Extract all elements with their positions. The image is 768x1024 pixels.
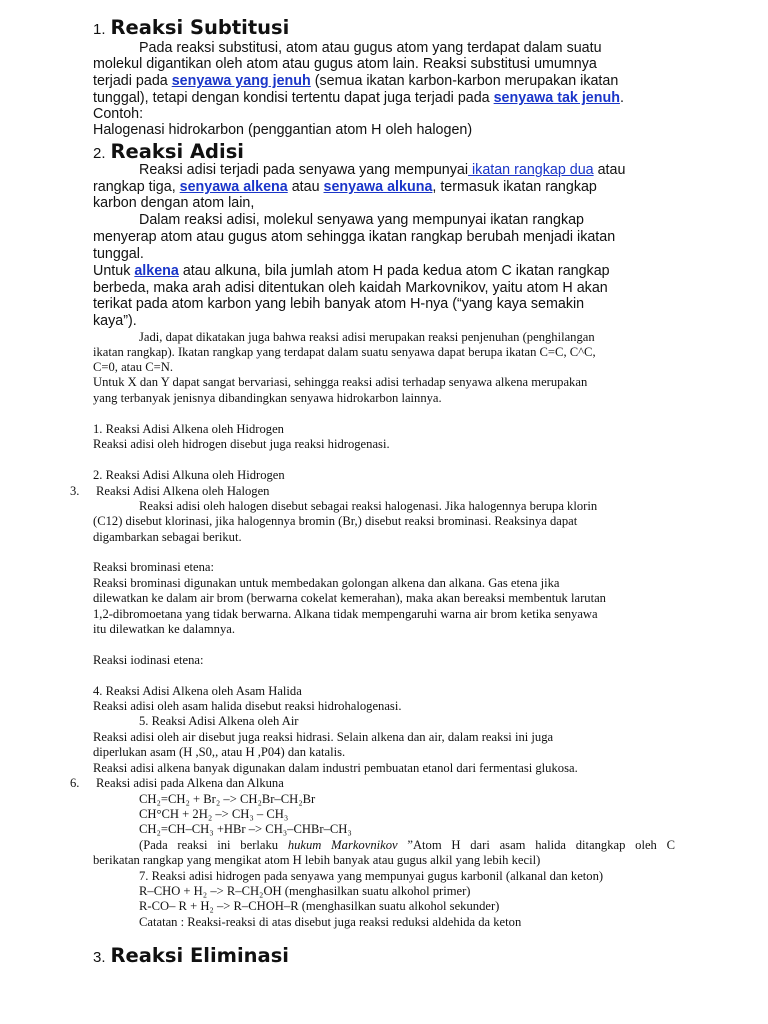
paragraph-line: karbon dengan atom lain,	[93, 195, 255, 211]
paragraph-line: yang terbanyak jenisnya dibandingkan senyawa hidrokarbon lainnya.	[93, 391, 442, 405]
paragraph-line: rangkap tiga, senyawa alkena atau senyawa alkuna, termasuk ikatan rangkap	[93, 179, 597, 195]
subsection-number: 3.	[70, 484, 80, 498]
paragraph-line: Reaksi brominasi etena:	[93, 560, 215, 574]
subsection-title: 1. Reaksi Adisi Alkena oleh Hidrogen	[93, 422, 284, 436]
paragraph-line: Contoh:	[93, 106, 144, 122]
link-ikatan-rangkap-dua[interactable]: ikatan rangkap dua	[468, 162, 594, 178]
section-1-title: Reaksi Subtitusi	[110, 16, 290, 39]
link-senyawa-alkuna[interactable]: senyawa alkuna	[323, 179, 433, 195]
subsection-number: 6.	[70, 776, 80, 790]
paragraph-line: Untuk X dan Y dapat sangat bervariasi, sehingga reaksi adisi terhadap senyawa alkena merupakan	[93, 375, 588, 389]
paragraph-line: Reaksi adisi alkena banyak digunakan dalam industri pembuatan etanol dari fermentasi glukosa.	[93, 761, 578, 775]
section-3-title: Reaksi Eliminasi	[110, 944, 289, 967]
section-2-heading	[93, 140, 244, 163]
subsection-title: Reaksi adisi pada Alkena dan Alkuna	[96, 776, 284, 790]
paragraph-line: Reaksi iodinasi etena:	[93, 653, 204, 667]
paragraph-line: Dalam reaksi adisi, molekul senyawa yang mempunyai ikatan rangkap	[139, 212, 585, 228]
subsection-title: 4. Reaksi Adisi Alkena oleh Asam Halida	[93, 684, 302, 698]
paragraph-line: 1,2-dibromoetana yang tidak berwarna. Alkana tidak mempengaruhi warna air brom ketika senyawa	[93, 607, 598, 621]
paragraph-line: tunggal.	[93, 246, 144, 262]
section-2-title: Reaksi Adisi	[110, 140, 244, 163]
equation: CH₂=CH₂ + Br₂ –> CH₂Br–CH₂Br	[139, 792, 316, 806]
section-3-number: 3.	[93, 949, 106, 966]
link-senyawa-tak-jenuh[interactable]: senyawa tak jenuh	[493, 90, 620, 106]
paragraph-line: (Pada reaksi ini berlaku hukum Markovnikov ”Atom H dari asam halida ditangkap oleh C	[139, 838, 675, 852]
subsection-title: Reaksi Adisi Alkena oleh Halogen	[96, 484, 270, 498]
paragraph-line: Reaksi adisi oleh air disebut juga reaksi hidrasi. Selain alkena dan air, dalam reaksi ini juga	[93, 730, 554, 744]
section-3-heading	[93, 944, 289, 967]
link-senyawa-jenuh[interactable]: senyawa yang jenuh	[171, 73, 311, 89]
paragraph-line: Untuk alkena atau alkuna, bila jumlah atom H pada kedua atom C ikatan rangkap	[93, 263, 610, 279]
paragraph-line: terjadi pada senyawa yang jenuh (semua ikatan karbon-karbon merupakan ikatan	[93, 73, 619, 89]
paragraph-line: Reaksi brominasi digunakan untuk membedakan golongan alkena dan alkana. Gas etena jika	[93, 576, 560, 590]
subsection-title: 7. Reaksi adisi hidrogen pada senyawa yang mempunyai gugus karbonil (alkanal dan keton)	[139, 869, 604, 883]
subsection-title: 2. Reaksi Adisi Alkuna oleh Hidrogen	[93, 468, 285, 482]
paragraph-line: Pada reaksi substitusi, atom atau gugus atom yang terdapat dalam suatu	[139, 40, 602, 56]
paragraph-line: digambarkan sebagai berikut.	[93, 530, 242, 544]
paragraph-line: Jadi, dapat dikatakan juga bahwa reaksi adisi merupakan reaksi penjenuhan (penghilangan	[139, 330, 595, 344]
paragraph-line: Reaksi adisi oleh hidrogen disebut juga reaksi hidrogenasi.	[93, 437, 390, 451]
section-1-heading	[93, 16, 289, 39]
markovnikov-term: hukum Markovnikov	[287, 838, 398, 852]
paragraph-line: berbeda, maka arah adisi ditentukan oleh kaidah Markovnikov, yaitu atom H akan	[93, 280, 608, 296]
paragraph-line: Reaksi adisi terjadi pada senyawa yang mempunyai ikatan rangkap dua atau	[139, 162, 626, 178]
paragraph-line: menyerap atom atau gugus atom sehingga ikatan rangkap berubah menjadi ikatan	[93, 229, 616, 245]
paragraph-line: diperlukan asam (H ,S0,, atau H ,P04) dan katalis.	[93, 745, 346, 759]
paragraph-line: Catatan : Reaksi-reaksi di atas disebut juga reaksi reduksi aldehida da keton	[139, 915, 522, 929]
paragraph-line: ikatan rangkap). Ikatan rangkap yang terdapat dalam suatu senyawa dapat berupa ikatan C=C, C^C,	[93, 345, 596, 359]
link-alkena[interactable]: alkena	[134, 263, 179, 279]
paragraph-line: berikatan rangkap yang mengikat atom H lebih banyak atau gugus alkil yang lebih kecil)	[93, 853, 541, 867]
paragraph-line: molekul digantikan oleh atom atau gugus atom lain. Reaksi substitusi umumnya	[93, 56, 597, 72]
paragraph-line: kaya”).	[93, 313, 137, 329]
paragraph-line: itu dilewatkan ke dalamnya.	[93, 622, 235, 636]
section-2-number: 2.	[93, 145, 106, 162]
paragraph-line: Reaksi adisi oleh halogen disebut sebagai reaksi halogenasi. Jika halogennya berupa klorin	[139, 499, 598, 513]
paragraph-line: tunggal), tetapi dengan kondisi tertentu dapat juga terjadi pada senyawa tak jenuh.	[93, 90, 624, 106]
subsection-title: 5. Reaksi Adisi Alkena oleh Air	[139, 714, 299, 728]
link-senyawa-alkena[interactable]: senyawa alkena	[179, 179, 288, 195]
paragraph-line: Halogenasi hidrokarbon (penggantian atom H oleh halogen)	[93, 122, 473, 138]
equation: CH°CH + 2H₂ –> CH₃ – CH₃	[139, 807, 289, 821]
equation: CH₂=CH–CH₃ +HBr –> CH₃–CHBr–CH₃	[139, 822, 352, 836]
paragraph-line: terikat pada atom karbon yang lebih banyak atom H-nya (“yang kaya semakin	[93, 296, 585, 312]
section-1-number: 1.	[93, 21, 106, 38]
paragraph-line: Reaksi adisi oleh asam halida disebut reaksi hidrohalogenasi.	[93, 699, 402, 713]
equation: R–CHO + H₂ –> R–CH₂OH (menghasilkan suatu alkohol primer)	[139, 884, 471, 898]
paragraph-line: (C12) disebut klorinasi, jika halogennya bromin (Br,) disebut reaksi brominasi. Reaksinya dapat	[93, 514, 578, 528]
paragraph-line: dilewatkan ke dalam air brom (berwarna cokelat kemerahan), maka akan bereaksi membentuk larutan	[93, 591, 606, 605]
equation: R-CO– R + H₂ –> R–CHOH–R (menghasilkan suatu alkohol sekunder)	[139, 899, 500, 913]
paragraph-line: C=0, atau C=N.	[93, 360, 173, 374]
